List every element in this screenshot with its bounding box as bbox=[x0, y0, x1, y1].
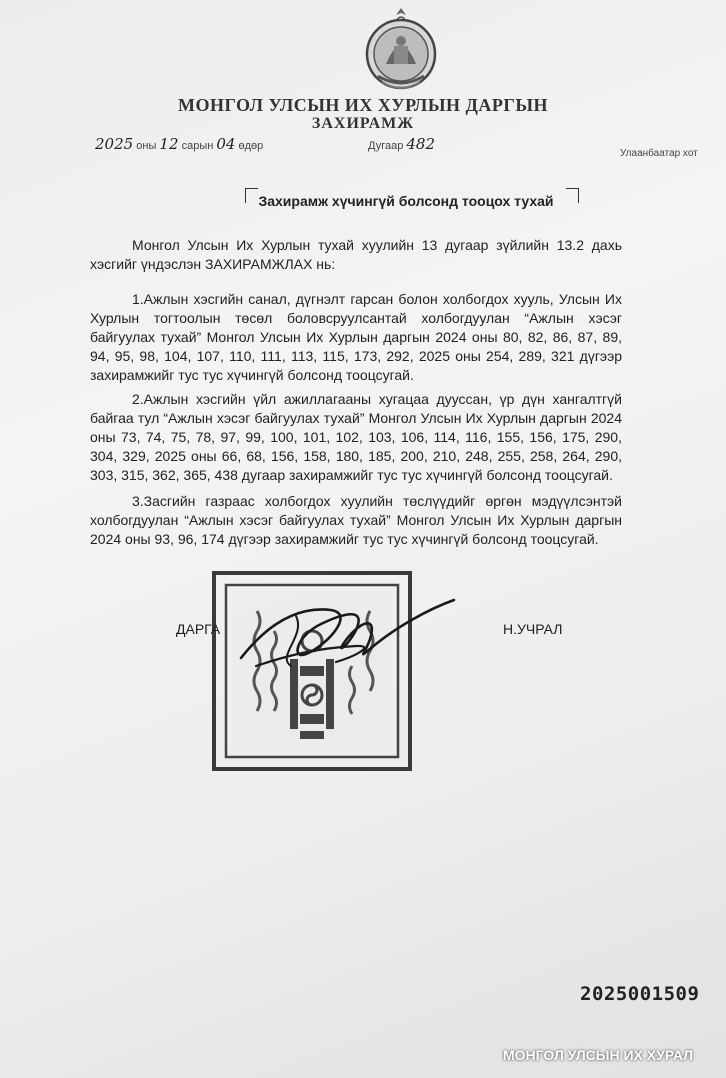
subject-title: Захирамж хүчингүй болсонд тооцох тухай bbox=[258, 193, 554, 209]
item-1-paragraph bbox=[90, 290, 622, 385]
date-line bbox=[95, 135, 263, 155]
organization-title: МОНГОЛ УЛСЫН ИХ ХУРЛЫН ДАРГЫН bbox=[177, 95, 549, 115]
intro-text: Монгол Улсын Их Хурлын тухай хуулийн 13 дугаар зүйлийн 13.2 дахь хэсгийг үндэслэн ЗАХИРАМЖЛАХ нь: bbox=[90, 237, 622, 272]
handwritten-signature bbox=[236, 596, 456, 676]
watermark-text: МОНГОЛ УЛСЫН ИХ ХУРАЛ bbox=[503, 1047, 694, 1063]
city: Улаанбаатар хот bbox=[620, 148, 698, 159]
signatory-name: Н.УЧРАЛ bbox=[503, 621, 563, 637]
date-month-suffix: сарын bbox=[181, 140, 214, 152]
number-line bbox=[368, 135, 435, 155]
item-1-text: 1.Ажлын хэсгийн санал, дүгнэлт гарсан болон холбогдох хууль, Улсын Их Хурлын тогтоолын төсөл боловсруулсантай холбогдуулан “Ажлын хэсэг байгуулах тухай” Монгол Улсын Их Хурлын даргын 2024 оны 80, 82, 86, 87, 89, 94, 95, 98, 104, 107, 110, 111, 113, 115, 173, 292, 2025 оны 254, 289, 321 дүгээр захирамжийг тус тус хүчингүй болсонд тооцсугай. bbox=[90, 291, 622, 383]
date-day-suffix: өдөр bbox=[238, 140, 264, 152]
intro-paragraph bbox=[90, 236, 622, 274]
date-year-suffix: оны bbox=[136, 140, 157, 152]
item-3-paragraph bbox=[90, 492, 622, 549]
item-2-text: 2.Ажлын хэсгийн үйл ажиллагааны хугацаа дууссан, үр дүн хангалтгүй байгаа тул “Ажлын хэсэг байгуулах тухай” Монгол Улсын Их Хурлын даргын 2024 оны 73, 74, 75, 78, 97, 99, 100, 101, 102, 103, 106, 114, 116, 155, 156, 175, 290, 304, 329, 2025 оны 66, 68, 156, 158, 180, 185, 200, 210, 248, 255, 258, 264, 290, 303, 315, 362, 365, 438 дугаар захирамжийг тус тус хүчингүй болсонд тооцсугай. bbox=[90, 391, 622, 483]
date-year: 2025 bbox=[95, 135, 134, 153]
registration-number: 2025001509 bbox=[580, 983, 700, 1005]
date-month: 12 bbox=[159, 135, 179, 153]
number-label: Дугаар bbox=[368, 140, 404, 152]
item-3-text: 3.Засгийн газраас холбогдох хуулийн төслүүдийг өргөн мэдүүлсэнтэй холбогдуулан “Ажлын хэсэг байгуулах тухай” Монгол Улсын Их Хурлын даргын 2024 оны 93, 96, 174 дүгээр захирамжийг тус тус хүчингүй болсонд тооцсугай. bbox=[90, 493, 622, 547]
item-2-paragraph bbox=[90, 390, 622, 485]
number-value: 482 bbox=[406, 135, 436, 153]
state-emblem bbox=[360, 6, 442, 94]
signatory-title: ДАРГА bbox=[176, 621, 221, 637]
date-day: 04 bbox=[216, 135, 236, 153]
document-type: ЗАХИРАМЖ bbox=[311, 115, 415, 132]
